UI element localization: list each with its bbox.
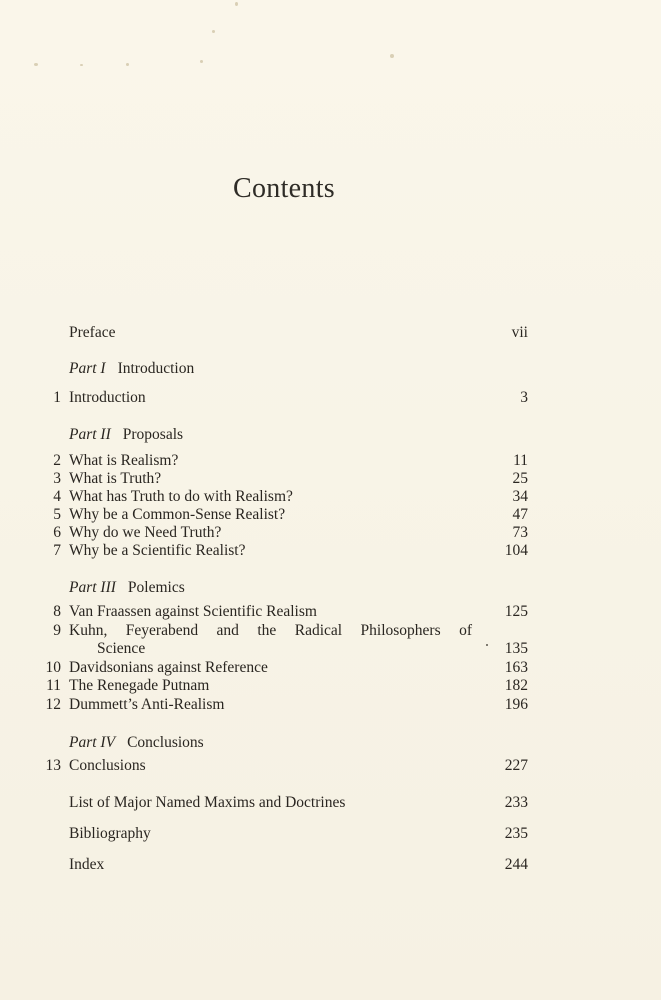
toc-entry-preface[interactable] [0, 323, 661, 343]
entry-title: What is Realism? [69, 452, 179, 469]
paper-speck [390, 54, 394, 58]
paper-speck [34, 63, 38, 66]
chapter-number: 1 [53, 389, 61, 406]
toc-entry-chapter-11[interactable] [0, 676, 661, 696]
chapter-number: 11 [46, 677, 61, 694]
entry-page-number: 182 [504, 677, 528, 694]
entry-title: Dummett’s Anti-Realism [69, 696, 225, 713]
entry-page-number: 196 [504, 696, 528, 713]
toc-entry-chapter-5[interactable] [0, 505, 661, 525]
toc-entry-chapter-10[interactable] [0, 658, 661, 678]
chapter-number: 6 [53, 524, 61, 541]
chapter-number: 9 [53, 622, 61, 639]
chapter-number: 2 [53, 452, 61, 469]
entry-title: What has Truth to do with Realism? [69, 488, 293, 505]
toc-entry-chapter-9[interactable] [0, 621, 661, 641]
entry-title: Preface [69, 324, 116, 341]
entry-page-number: 34 [512, 488, 528, 505]
toc-entry-index[interactable] [0, 855, 661, 875]
toc-entry-chapter-9-continued[interactable] [0, 639, 661, 659]
entry-page-number: 11 [513, 452, 528, 469]
print-mark [486, 644, 488, 646]
chapter-number: 8 [53, 603, 61, 620]
paper-speck [80, 64, 83, 66]
part-label: Part I [69, 360, 106, 377]
toc-entry-chapter-8[interactable] [0, 602, 661, 622]
toc-entry-chapter-13[interactable] [0, 756, 661, 776]
toc-entry-chapter-6[interactable] [0, 523, 661, 543]
toc-part-heading [0, 425, 661, 445]
toc-part-heading [0, 359, 661, 379]
paper-speck [200, 60, 203, 63]
toc-part-heading [0, 578, 661, 598]
entry-title: Index [69, 856, 105, 873]
entry-page-number: 135 [504, 640, 528, 657]
chapter-number: 3 [53, 470, 61, 487]
entry-page-number: 73 [512, 524, 528, 541]
entry-title: Why be a Scientific Realist? [69, 542, 246, 559]
entry-page-number: 125 [504, 603, 528, 620]
chapter-number: 13 [45, 757, 61, 774]
chapter-number: 4 [53, 488, 61, 505]
toc-entry-chapter-3[interactable] [0, 469, 661, 489]
toc-entry-maxims[interactable] [0, 793, 661, 813]
part-label: Part II [69, 426, 111, 443]
entry-page-number: 25 [512, 470, 528, 487]
toc-part-heading [0, 733, 661, 753]
chapter-number: 5 [53, 506, 61, 523]
page-title: Contents [233, 173, 335, 204]
entry-title: Bibliography [69, 825, 151, 842]
chapter-number: 10 [45, 659, 61, 676]
part-label: Part III [69, 579, 116, 596]
part-title: Polemics [127, 579, 185, 596]
entry-title: Davidsonians against Reference [69, 659, 268, 676]
entry-page-number: 227 [504, 757, 528, 774]
entry-page-number: 244 [504, 856, 528, 873]
entry-title: The Renegade Putnam [69, 677, 210, 694]
entry-page-number: 163 [504, 659, 528, 676]
entry-title: Introduction [69, 389, 146, 406]
entry-page-number: 47 [512, 506, 528, 523]
entry-title: List of Major Named Maxims and Doctrines [69, 794, 346, 811]
entry-page-number: 104 [504, 542, 528, 559]
entry-title: Why do we Need Truth? [69, 524, 222, 541]
paper-speck [235, 2, 238, 6]
entry-title: Kuhn, Feyerabend and the Radical Philosophers of [69, 622, 472, 639]
entry-page-number: 235 [504, 825, 528, 842]
entry-title-continued: Science [97, 640, 146, 657]
entry-title: Why be a Common-Sense Realist? [69, 506, 286, 523]
entry-title: What is Truth? [69, 470, 162, 487]
entry-title: Conclusions [69, 757, 146, 774]
entry-page-number: 3 [520, 389, 528, 406]
entry-page-number: 233 [504, 794, 528, 811]
part-title: Introduction [117, 360, 195, 377]
paper-speck [212, 30, 215, 33]
part-title: Proposals [122, 426, 184, 443]
entry-page-number: vii [511, 324, 528, 341]
entry-title: Van Fraassen against Scientific Realism [69, 603, 317, 620]
part-title: Conclusions [127, 734, 204, 751]
paper-speck [126, 63, 129, 66]
toc-entry-chapter-4[interactable] [0, 487, 661, 507]
part-label: Part IV [69, 734, 116, 751]
toc-entry-chapter-1[interactable] [0, 388, 661, 408]
chapter-number: 12 [45, 696, 61, 713]
toc-entry-chapter-7[interactable] [0, 541, 661, 561]
chapter-number: 7 [53, 542, 61, 559]
toc-entry-bibliography[interactable] [0, 824, 661, 844]
toc-entry-chapter-12[interactable] [0, 695, 661, 715]
toc-entry-chapter-2[interactable] [0, 451, 661, 471]
